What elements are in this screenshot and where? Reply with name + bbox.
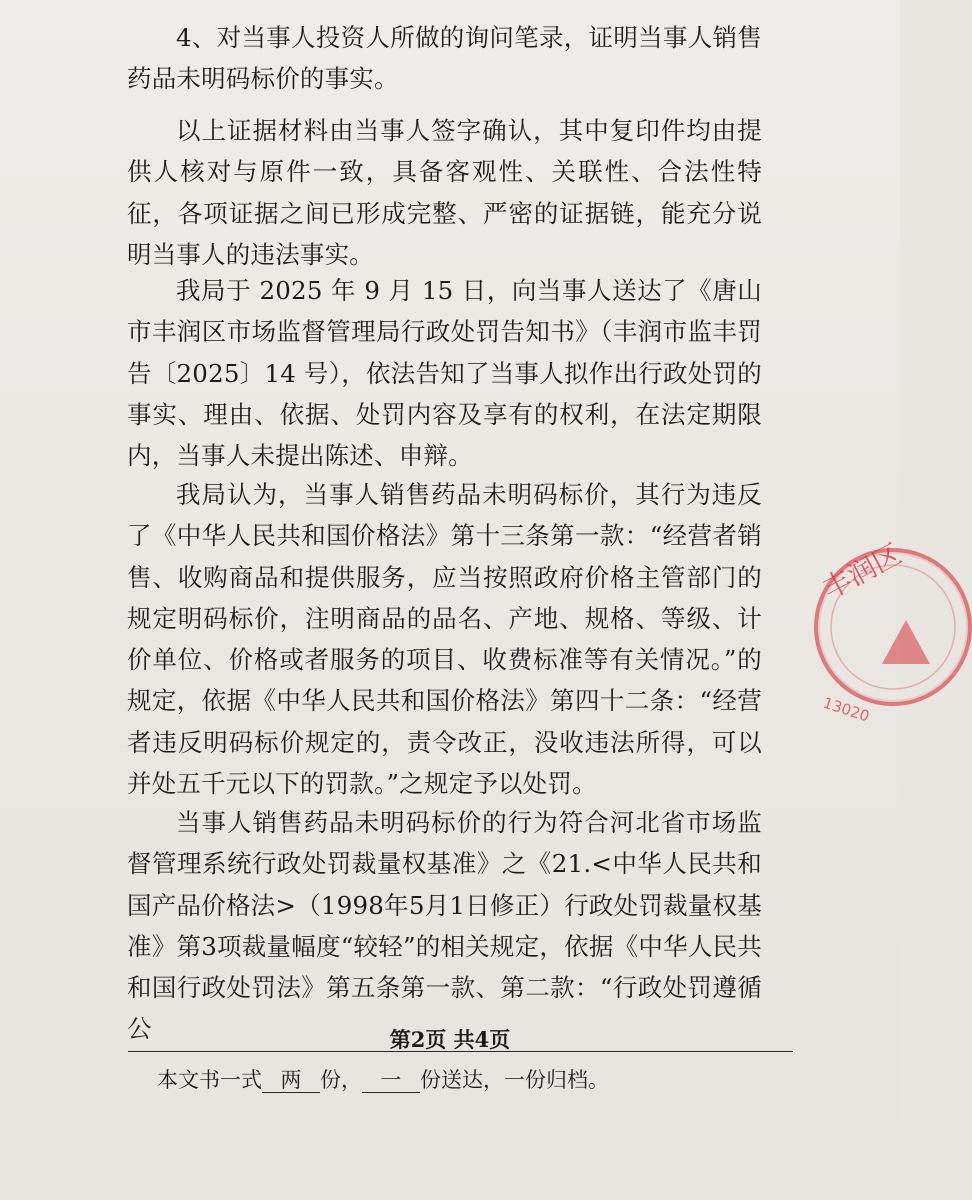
seal-stamp-graphic (817, 537, 968, 726)
body-paragraph-5: 当事人销售药品未明码标价的行为符合河北省市场监督管理系统行政处罚裁量权基准》之《21.<中华人民共和国产品价格法>（1998年5月1日修正）行政处罚裁量权基准》第3项裁量幅度“较轻”的相关规定，依据《中华人民共和国行政处罚法》第五条第一款、第二款：“行政处罚遵循公 (127, 808, 762, 1044)
seal-code-text: 13020 (820, 693, 872, 726)
star-icon (882, 620, 930, 664)
copies-served-blank: 一 (362, 1068, 420, 1093)
seal-text: 丰润区 (817, 537, 907, 606)
note-middle: 份， (320, 1068, 362, 1092)
footer-divider (128, 1051, 793, 1052)
note-suffix: 份送达，一份归档。 (420, 1068, 609, 1092)
note-prefix: 本文书一式 (157, 1068, 262, 1092)
body-paragraph-2: 以上证据材料由当事人签字确认，其中复印件均由提供人核对与原件一致，具备客观性、关联性、合法性特征，各项证据之间已形成完整、严密的证据链，能充分说明当事人的违法事实。 (127, 116, 762, 269)
distribution-note (157, 1064, 609, 1094)
body-paragraph-3: 我局于 2025 年 9 月 15 日，向当事人送达了《唐山市丰润区市场监督管理局行政处罚告知书》（丰润市监丰罚告〔2025〕14 号），依法告知了当事人拟作出行政处罚的事实、理由、依据、处罚内容及享有的权利，在法定期限内，当事人未提出陈述、申辩。 (127, 276, 762, 471)
copies-total-blank: 两 (262, 1068, 320, 1093)
page-number: 第2页 共4页 (389, 1027, 511, 1052)
official-seal-stamp (814, 537, 972, 726)
body-paragraph-1: 4、对当事人投资人所做的询问笔录，证明当事人销售药品未明码标价的事实。 (127, 23, 762, 94)
body-paragraph-4: 我局认为，当事人销售药品未明码标价，其行为违反了《中华人民共和国价格法》第十三条第一款：“经营者销售、收购商品和提供服务，应当按照政府价格主管部门的规定明码标价，注明商品的品名、产地、规格、等级、计价单位、价格或者服务的项目、收费标准等有关情况。”的规定，依据《中华人民共和国价格法》第四十二条：“经营者违反明码标价规定的，责令改正，没收违法所得，可以并处五千元以下的罚款。”之规定予以处罚。 (127, 480, 762, 799)
